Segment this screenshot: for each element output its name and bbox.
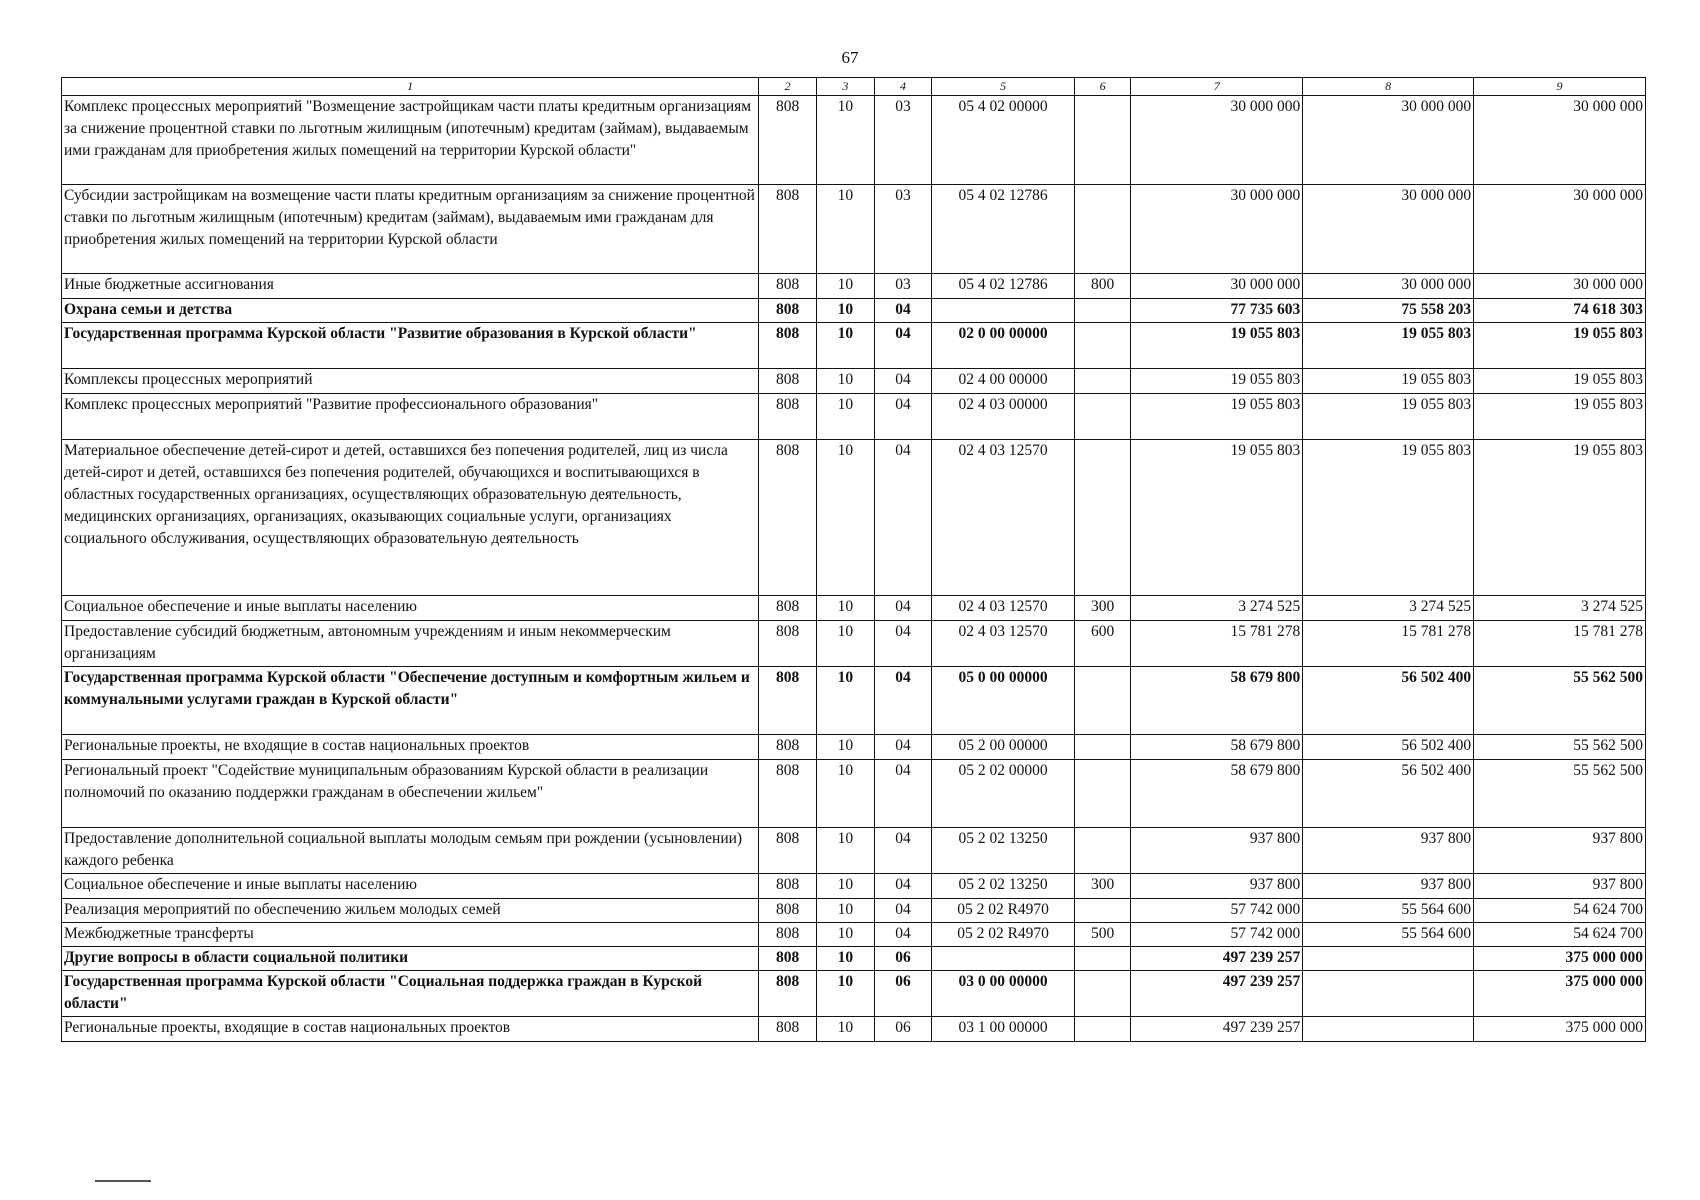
cell-section: 10 — [817, 667, 875, 735]
cell-amount-year2: 75 558 203 — [1303, 299, 1474, 323]
cell-ministry: 808 — [759, 947, 817, 971]
scan-mark — [95, 1180, 151, 1182]
cell-amount-year1: 30 000 000 — [1131, 274, 1303, 299]
cell-target-article: 03 1 00 00000 — [932, 1017, 1075, 1042]
cell-amount-year3: 19 055 803 — [1474, 369, 1646, 394]
cell-expense-type — [1074, 440, 1131, 596]
cell-ministry: 808 — [759, 667, 817, 735]
cell-section: 10 — [817, 185, 875, 274]
cell-name: Социальное обеспечение и иные выплаты населению — [62, 874, 759, 899]
cell-expense-type — [1074, 1017, 1131, 1042]
cell-expense-type — [1074, 323, 1131, 369]
cell-amount-year2: 56 502 400 — [1303, 760, 1474, 828]
cell-section: 10 — [817, 274, 875, 299]
cell-expense-type — [1074, 667, 1131, 735]
cell-section: 10 — [817, 899, 875, 923]
cell-name: Охрана семьи и детства — [62, 299, 759, 323]
cell-expense-type: 500 — [1074, 923, 1131, 947]
cell-target-article: 02 0 00 00000 — [932, 323, 1075, 369]
table-body — [62, 96, 1646, 1042]
cell-amount-year2: 30 000 000 — [1303, 185, 1474, 274]
cell-ministry: 808 — [759, 274, 817, 299]
cell-amount-year3: 30 000 000 — [1474, 185, 1646, 274]
column-number: 4 — [874, 78, 932, 96]
cell-target-article: 03 0 00 00000 — [932, 971, 1075, 1017]
cell-subsection: 04 — [874, 323, 932, 369]
cell-target-article: 05 4 02 00000 — [932, 96, 1075, 185]
cell-ministry: 808 — [759, 828, 817, 874]
cell-amount-year1: 497 239 257 — [1131, 1017, 1303, 1042]
cell-subsection: 04 — [874, 899, 932, 923]
cell-expense-type — [1074, 760, 1131, 828]
cell-amount-year2: 937 800 — [1303, 874, 1474, 899]
cell-expense-type — [1074, 185, 1131, 274]
cell-subsection: 06 — [874, 1017, 932, 1042]
cell-target-article: 02 4 03 12570 — [932, 596, 1075, 621]
cell-amount-year2: 19 055 803 — [1303, 369, 1474, 394]
cell-ministry: 808 — [759, 735, 817, 760]
cell-name: Комплексы процессных мероприятий — [62, 369, 759, 394]
cell-amount-year2: 19 055 803 — [1303, 440, 1474, 596]
cell-ministry: 808 — [759, 185, 817, 274]
cell-section: 10 — [817, 760, 875, 828]
cell-section: 10 — [817, 947, 875, 971]
cell-expense-type — [1074, 369, 1131, 394]
cell-amount-year1: 19 055 803 — [1131, 369, 1303, 394]
cell-subsection: 04 — [874, 394, 932, 440]
cell-ministry: 808 — [759, 760, 817, 828]
cell-section: 10 — [817, 1017, 875, 1042]
cell-expense-type — [1074, 947, 1131, 971]
cell-name: Предоставление дополнительной социальной выплаты молодым семьям при рождении (усыновлении) каждого ребенка — [62, 828, 759, 874]
cell-amount-year1: 57 742 000 — [1131, 899, 1303, 923]
cell-amount-year3: 375 000 000 — [1474, 971, 1646, 1017]
cell-amount-year2: 30 000 000 — [1303, 274, 1474, 299]
cell-ministry: 808 — [759, 874, 817, 899]
cell-expense-type — [1074, 899, 1131, 923]
cell-amount-year2: 56 502 400 — [1303, 735, 1474, 760]
cell-amount-year1: 77 735 603 — [1131, 299, 1303, 323]
cell-amount-year3: 19 055 803 — [1474, 323, 1646, 369]
table-row — [62, 874, 1646, 899]
cell-ministry: 808 — [759, 596, 817, 621]
cell-amount-year1: 937 800 — [1131, 874, 1303, 899]
cell-name: Межбюджетные трансферты — [62, 923, 759, 947]
cell-subsection: 04 — [874, 299, 932, 323]
cell-amount-year3: 937 800 — [1474, 828, 1646, 874]
table-row — [62, 947, 1646, 971]
cell-subsection: 04 — [874, 874, 932, 899]
cell-name: Государственная программа Курской области "Развитие образования в Курской области" — [62, 323, 759, 369]
cell-amount-year3: 375 000 000 — [1474, 947, 1646, 971]
cell-section: 10 — [817, 621, 875, 667]
cell-subsection: 04 — [874, 621, 932, 667]
cell-subsection: 04 — [874, 735, 932, 760]
cell-amount-year1: 30 000 000 — [1131, 185, 1303, 274]
column-number-row — [62, 78, 1646, 96]
cell-amount-year1: 58 679 800 — [1131, 735, 1303, 760]
cell-amount-year1: 19 055 803 — [1131, 323, 1303, 369]
cell-expense-type — [1074, 828, 1131, 874]
cell-name: Материальное обеспечение детей-сирот и детей, оставшихся без попечения родителей, лиц из числа детей-сирот и детей, оставшихся без попечения родителей, обучающихся и воспитывающихся в областных государственных организациях, осуществляющих образовательную деятельность, медицинских организациях, организациях, оказывающих социальные услуги, организациях социального обслуживания, осуществляющих образовательную деятельность — [62, 440, 759, 596]
cell-amount-year3: 15 781 278 — [1474, 621, 1646, 667]
table-row — [62, 667, 1646, 735]
cell-target-article: 02 4 03 12570 — [932, 621, 1075, 667]
cell-amount-year3: 54 624 700 — [1474, 899, 1646, 923]
cell-section: 10 — [817, 971, 875, 1017]
column-number: 2 — [759, 78, 817, 96]
cell-target-article: 05 4 02 12786 — [932, 274, 1075, 299]
table-row — [62, 185, 1646, 274]
cell-amount-year2: 30 000 000 — [1303, 96, 1474, 185]
cell-section: 10 — [817, 923, 875, 947]
cell-section: 10 — [817, 369, 875, 394]
table-row — [62, 828, 1646, 874]
cell-amount-year3: 74 618 303 — [1474, 299, 1646, 323]
table-row — [62, 760, 1646, 828]
table-row — [62, 299, 1646, 323]
cell-target-article: 05 2 02 13250 — [932, 874, 1075, 899]
cell-ministry: 808 — [759, 899, 817, 923]
cell-amount-year1: 497 239 257 — [1131, 971, 1303, 1017]
page-number: 67 — [841, 48, 859, 67]
cell-target-article — [932, 947, 1075, 971]
cell-expense-type — [1074, 971, 1131, 1017]
cell-section: 10 — [817, 874, 875, 899]
cell-ministry: 808 — [759, 323, 817, 369]
table-row — [62, 1017, 1646, 1042]
cell-expense-type — [1074, 735, 1131, 760]
cell-amount-year3: 55 562 500 — [1474, 735, 1646, 760]
table-row — [62, 440, 1646, 596]
cell-subsection: 04 — [874, 667, 932, 735]
cell-amount-year1: 58 679 800 — [1131, 667, 1303, 735]
cell-name: Государственная программа Курской области "Социальная поддержка граждан в Курской области" — [62, 971, 759, 1017]
cell-section: 10 — [817, 299, 875, 323]
cell-subsection: 04 — [874, 440, 932, 596]
cell-name: Другие вопросы в области социальной политики — [62, 947, 759, 971]
cell-amount-year3: 937 800 — [1474, 874, 1646, 899]
cell-subsection: 04 — [874, 369, 932, 394]
cell-amount-year2: 19 055 803 — [1303, 394, 1474, 440]
column-number: 1 — [62, 78, 759, 96]
cell-section: 10 — [817, 394, 875, 440]
cell-subsection: 06 — [874, 947, 932, 971]
cell-amount-year2: 15 781 278 — [1303, 621, 1474, 667]
cell-expense-type — [1074, 96, 1131, 185]
column-number: 3 — [817, 78, 875, 96]
table-row — [62, 96, 1646, 185]
cell-target-article: 05 0 00 00000 — [932, 667, 1075, 735]
cell-ministry: 808 — [759, 923, 817, 947]
cell-amount-year2: 19 055 803 — [1303, 323, 1474, 369]
cell-amount-year1: 15 781 278 — [1131, 621, 1303, 667]
cell-amount-year1: 937 800 — [1131, 828, 1303, 874]
cell-target-article — [932, 299, 1075, 323]
table-row — [62, 369, 1646, 394]
cell-expense-type — [1074, 394, 1131, 440]
cell-amount-year1: 3 274 525 — [1131, 596, 1303, 621]
cell-section: 10 — [817, 828, 875, 874]
column-number: 8 — [1303, 78, 1474, 96]
cell-amount-year3: 54 624 700 — [1474, 923, 1646, 947]
cell-name: Региональные проекты, не входящие в состав национальных проектов — [62, 735, 759, 760]
cell-name: Иные бюджетные ассигнования — [62, 274, 759, 299]
cell-amount-year3: 55 562 500 — [1474, 667, 1646, 735]
cell-expense-type: 800 — [1074, 274, 1131, 299]
cell-amount-year2: 3 274 525 — [1303, 596, 1474, 621]
cell-amount-year1: 19 055 803 — [1131, 440, 1303, 596]
cell-name: Региональные проекты, входящие в состав национальных проектов — [62, 1017, 759, 1042]
cell-amount-year1: 19 055 803 — [1131, 394, 1303, 440]
cell-ministry: 808 — [759, 369, 817, 394]
table-row — [62, 323, 1646, 369]
column-number: 9 — [1474, 78, 1646, 96]
cell-target-article: 05 2 02 R4970 — [932, 923, 1075, 947]
cell-subsection: 06 — [874, 971, 932, 1017]
cell-amount-year2: 56 502 400 — [1303, 667, 1474, 735]
cell-amount-year2 — [1303, 1017, 1474, 1042]
cell-amount-year2 — [1303, 971, 1474, 1017]
cell-amount-year2: 55 564 600 — [1303, 923, 1474, 947]
cell-subsection: 04 — [874, 760, 932, 828]
cell-amount-year3: 30 000 000 — [1474, 96, 1646, 185]
cell-ministry: 808 — [759, 394, 817, 440]
cell-subsection: 03 — [874, 274, 932, 299]
cell-amount-year1: 57 742 000 — [1131, 923, 1303, 947]
cell-name: Государственная программа Курской области "Обеспечение доступным и комфортным жильем и коммунальными услугами граждан в Курской области" — [62, 667, 759, 735]
cell-target-article: 02 4 03 00000 — [932, 394, 1075, 440]
cell-amount-year3: 19 055 803 — [1474, 394, 1646, 440]
cell-name: Реализация мероприятий по обеспечению жильем молодых семей — [62, 899, 759, 923]
cell-ministry: 808 — [759, 440, 817, 596]
cell-amount-year2: 55 564 600 — [1303, 899, 1474, 923]
column-number: 7 — [1131, 78, 1303, 96]
cell-amount-year2 — [1303, 947, 1474, 971]
cell-expense-type — [1074, 299, 1131, 323]
column-number: 6 — [1074, 78, 1131, 96]
cell-amount-year1: 58 679 800 — [1131, 760, 1303, 828]
cell-section: 10 — [817, 596, 875, 621]
table-row — [62, 621, 1646, 667]
cell-ministry: 808 — [759, 621, 817, 667]
table-row — [62, 971, 1646, 1017]
cell-section: 10 — [817, 323, 875, 369]
cell-amount-year2: 937 800 — [1303, 828, 1474, 874]
cell-ministry: 808 — [759, 1017, 817, 1042]
cell-name: Субсидии застройщикам на возмещение части платы кредитным организациям за снижение процентной ставки по льготным жилищным (ипотечным) кредитам (займам), выдаваемым ими гражданам для приобретения жилых помещений на территории Курской области — [62, 185, 759, 274]
cell-target-article: 05 2 00 00000 — [932, 735, 1075, 760]
cell-target-article: 02 4 00 00000 — [932, 369, 1075, 394]
budget-table — [61, 77, 1646, 1042]
cell-section: 10 — [817, 440, 875, 596]
cell-name: Предоставление субсидий бюджетным, автономным учреждениям и иным некоммерческим организациям — [62, 621, 759, 667]
cell-subsection: 04 — [874, 596, 932, 621]
table-row — [62, 735, 1646, 760]
cell-amount-year3: 375 000 000 — [1474, 1017, 1646, 1042]
cell-target-article: 05 2 02 00000 — [932, 760, 1075, 828]
cell-section: 10 — [817, 735, 875, 760]
cell-target-article: 02 4 03 12570 — [932, 440, 1075, 596]
table-row — [62, 923, 1646, 947]
cell-amount-year3: 55 562 500 — [1474, 760, 1646, 828]
table-row — [62, 274, 1646, 299]
cell-section: 10 — [817, 96, 875, 185]
cell-subsection: 03 — [874, 185, 932, 274]
table-row — [62, 394, 1646, 440]
cell-subsection: 04 — [874, 828, 932, 874]
cell-name: Комплекс процессных мероприятий "Развитие профессионального образования" — [62, 394, 759, 440]
cell-subsection: 04 — [874, 923, 932, 947]
cell-expense-type: 600 — [1074, 621, 1131, 667]
cell-expense-type: 300 — [1074, 874, 1131, 899]
table-row — [62, 596, 1646, 621]
cell-target-article: 05 4 02 12786 — [932, 185, 1075, 274]
cell-target-article: 05 2 02 R4970 — [932, 899, 1075, 923]
cell-ministry: 808 — [759, 96, 817, 185]
cell-amount-year3: 3 274 525 — [1474, 596, 1646, 621]
cell-ministry: 808 — [759, 299, 817, 323]
cell-amount-year1: 497 239 257 — [1131, 947, 1303, 971]
cell-amount-year3: 19 055 803 — [1474, 440, 1646, 596]
cell-amount-year1: 30 000 000 — [1131, 96, 1303, 185]
cell-expense-type: 300 — [1074, 596, 1131, 621]
cell-name: Социальное обеспечение и иные выплаты населению — [62, 596, 759, 621]
cell-name: Комплекс процессных мероприятий "Возмещение застройщикам части платы кредитным организациям за снижение процентной ставки по льготным жилищным (ипотечным) кредитам (займам), выдаваемым ими гражданам для приобретения жилых помещений на территории Курской области" — [62, 96, 759, 185]
cell-name: Региональный проект "Содействие муниципальным образованиям Курской области в реализации полномочий по оказанию поддержки гражданам в обеспечении жильем" — [62, 760, 759, 828]
cell-ministry: 808 — [759, 971, 817, 1017]
cell-target-article: 05 2 02 13250 — [932, 828, 1075, 874]
cell-subsection: 03 — [874, 96, 932, 185]
column-number: 5 — [932, 78, 1075, 96]
cell-amount-year3: 30 000 000 — [1474, 274, 1646, 299]
table-row — [62, 899, 1646, 923]
